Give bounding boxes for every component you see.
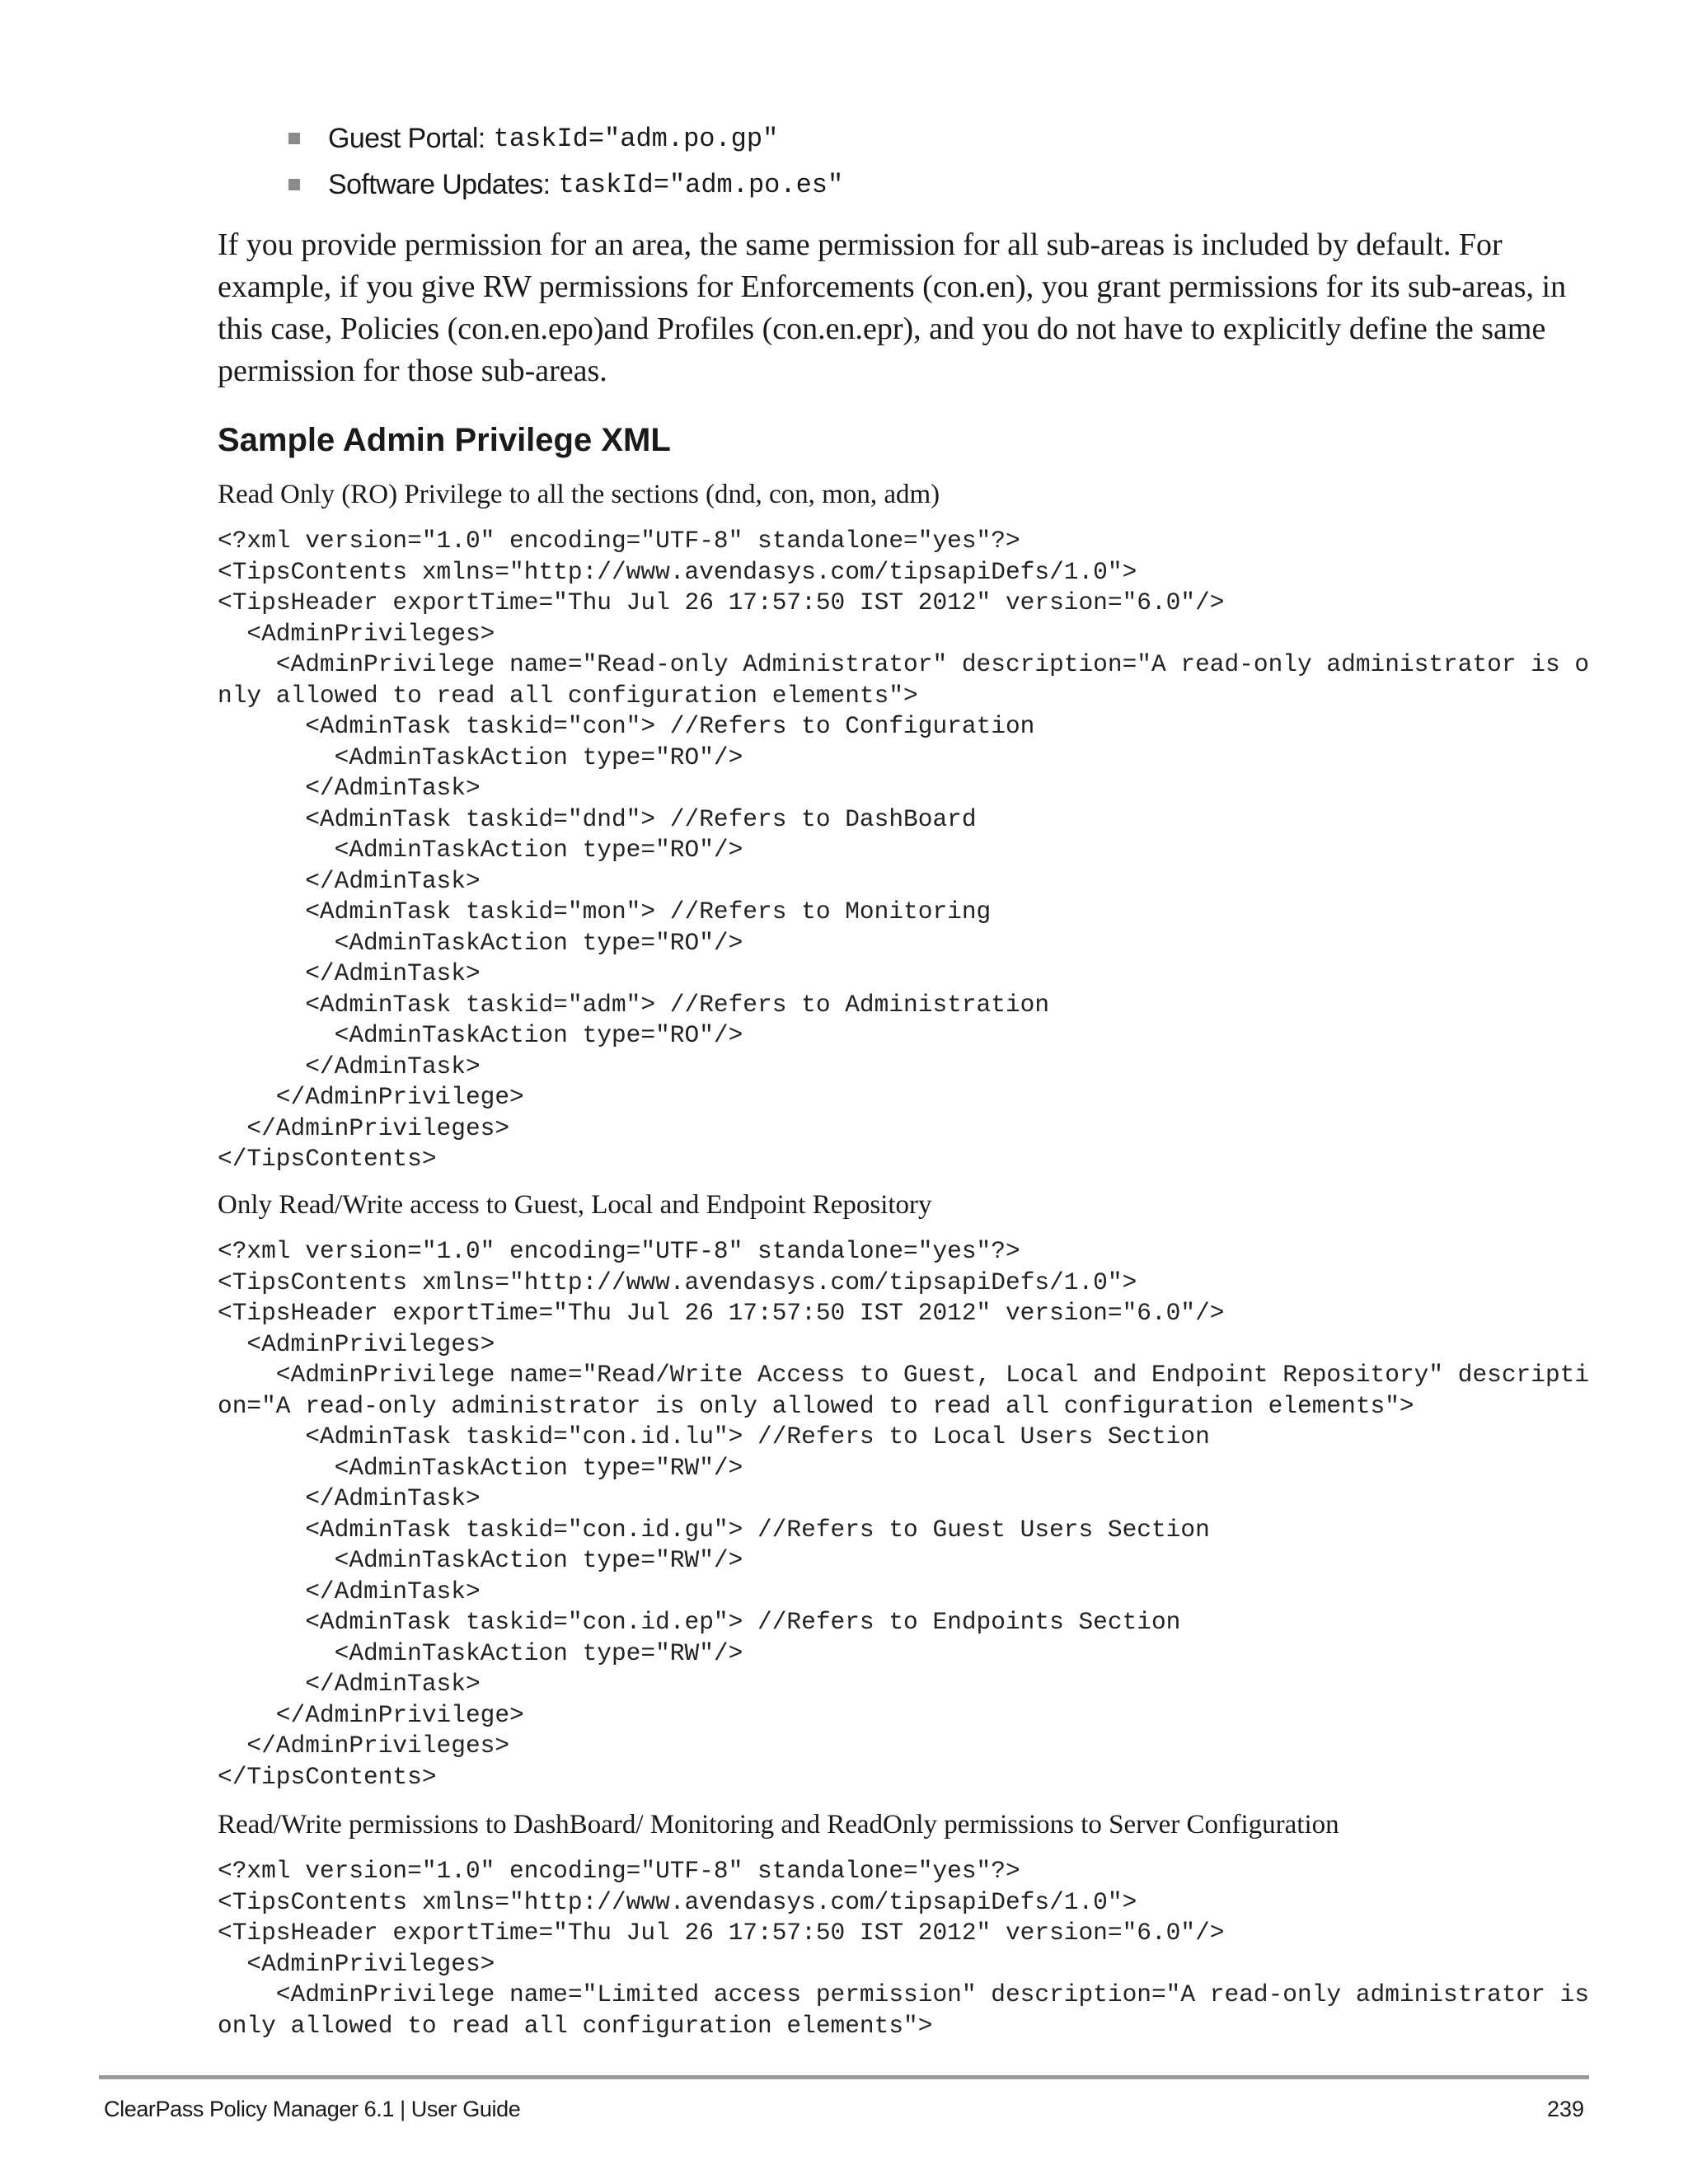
bullet-software-updates <box>288 162 843 208</box>
intro-paragraph: If you provide permission for an area, the same permission for all sub-areas is included by default. For example, if you give RW permissions for Enforcements (con.en), you grant permissions for its sub-areas, in this case, Policies (con.en.epo)and Profiles (con.en.epr), and you do not have to explicitly define the same permission for those sub-areas. <box>218 227 1567 388</box>
code-block-read-write-repository: <?xml version="1.0" encoding="UTF-8" standalone="yes"?> <TipsContents xmlns="http://www.avendasys.com/tipsapiDefs/1.0"> <TipsHeader exportTime="Thu Jul 26 17:57:50 IST 2012" version="6.0"/> <AdminPrivileges> <AdminPrivilege name="Read/Write Access to Guest, Local and Endpoint Repository" descripti on="A read-only administrator is only allowed to read all configuration elements"> <AdminTask taskid="con.id.lu"> //Refers to Local Users Section <AdminTaskAction type="RW"/> </AdminTask> <AdminTask taskid="con.id.gu"> //Refers to Guest Users Section <AdminTaskAction type="RW"/> </AdminTask> <AdminTask taskid="con.id.ep"> //Refers to Endpoints Section <AdminTaskAction type="RW"/> </AdminTask> </AdminPrivilege> </AdminPrivileges> </TipsContents> <box>218 1237 1590 1791</box>
square-bullet-icon <box>288 179 300 190</box>
bullet-task-id: taskId="adm.po.gp" <box>493 123 779 154</box>
example-caption-read-only: Read Only (RO) Privilege to all the sections (dnd, con, mon, adm) <box>218 480 940 509</box>
code-block-dashboard-monitoring: <?xml version="1.0" encoding="UTF-8" standalone="yes"?> <TipsContents xmlns="http://www.avendasys.com/tipsapiDefs/1.0"> <TipsHeader exportTime="Thu Jul 26 17:57:50 IST 2012" version="6.0"/> <AdminPrivileges> <AdminPrivilege name="Limited access permission" description="A read-only administrator is only allowed to read all configuration elements"> <box>218 1857 1590 2040</box>
code-block-read-only: <?xml version="1.0" encoding="UTF-8" standalone="yes"?> <TipsContents xmlns="http://www.avendasys.com/tipsapiDefs/1.0"> <TipsHeader exportTime="Thu Jul 26 17:57:50 IST 2012" version="6.0"/> <AdminPrivileges> <AdminPrivilege name="Read-only Administrator" description="A read-only administrator is o nly allowed to read all configuration elements"> <AdminTask taskid="con"> //Refers to Configuration <AdminTaskAction type="RO"/> </AdminTask> <AdminTask taskid="dnd"> //Refers to DashBoard <AdminTaskAction type="RO"/> </AdminTask> <AdminTask taskid="mon"> //Refers to Monitoring <AdminTaskAction type="RO"/> </AdminTask> <AdminTask taskid="adm"> //Refers to Administration <AdminTaskAction type="RO"/> </AdminTask> </AdminPrivilege> </AdminPrivileges> </TipsContents> <box>218 527 1590 1173</box>
section-heading: Sample Admin Privilege XML <box>218 422 671 458</box>
footer-divider <box>99 2075 1589 2079</box>
bullet-task-id: taskId="adm.po.es" <box>558 169 844 200</box>
task-id-bullet-list <box>288 115 843 208</box>
example-caption-dashboard-monitoring: Read/Write permissions to DashBoard/ Monitoring and ReadOnly permissions to Server Configuration <box>218 1810 1339 1840</box>
bullet-label: Guest Portal: <box>328 122 485 154</box>
bullet-guest-portal <box>288 115 843 162</box>
footer-page-number: 239 <box>1546 2097 1584 2121</box>
square-bullet-icon <box>288 133 300 144</box>
bullet-label: Software Updates: <box>328 168 551 200</box>
example-caption-read-write-repository: Only Read/Write access to Guest, Local and Endpoint Repository <box>218 1190 932 1220</box>
footer-guide-title: ClearPass Policy Manager 6.1 | User Guide <box>104 2097 521 2121</box>
